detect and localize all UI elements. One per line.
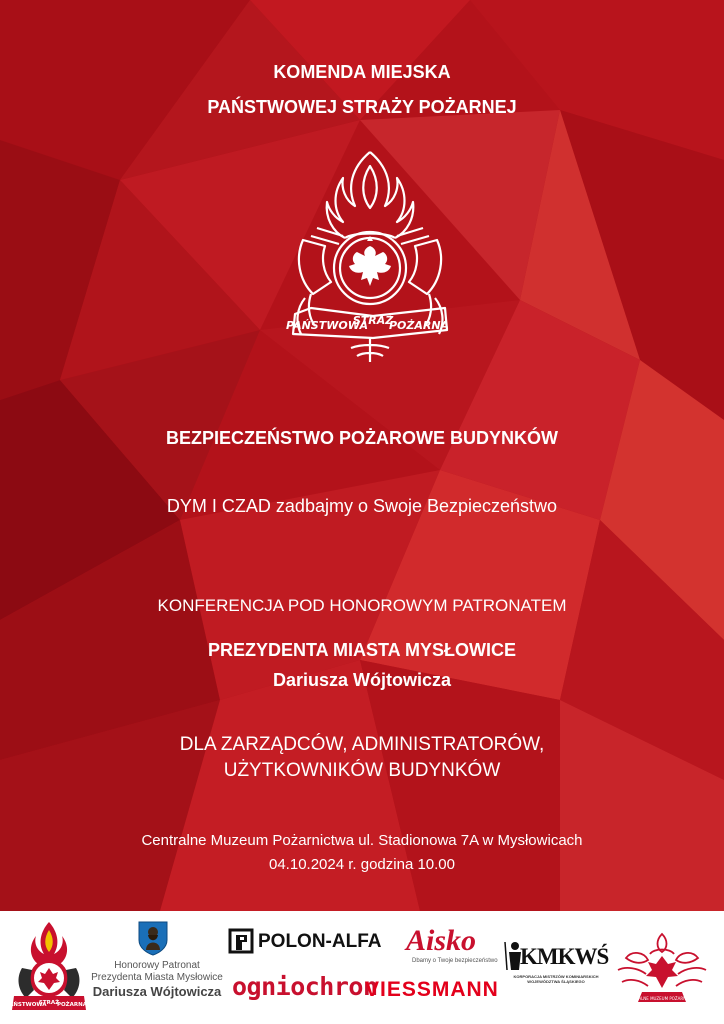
patronage-intro: KONFERENCJA POD HONOROWYM PATRONATEM [157, 596, 567, 615]
patron-line-1: Honorowy Patronat [114, 960, 200, 971]
myslowice-crest-icon [137, 920, 169, 956]
polon-alfa-icon [229, 929, 253, 953]
audience-line-2: UŻYTKOWNIKÓW BUDYNKÓW [223, 760, 501, 781]
fire-museum-caption: CENTRALNE MUZEUM POŻARNICTWA [624, 996, 700, 1001]
psp-logo-left: PAŃSTWOWA [5, 1002, 47, 1008]
polon-alfa-logo: POLON-ALFA [258, 931, 382, 952]
ogniochron-logo: ogniochron [232, 972, 378, 1001]
psp-logo-icon [5, 918, 88, 1016]
aisko-tagline: Dbamy o Twoje bezpieczeństwo [412, 958, 498, 964]
psp-logo-mid: STRAŻ [38, 1000, 60, 1006]
event-title: BEZPIECZEŃSTWO POŻAROWE BUDYNKÓW [166, 428, 558, 448]
emblem-ribbon-mid: STRAŻ [352, 314, 394, 327]
audience-line-1: DLA ZARZĄDCÓW, ADMINISTRATORÓW, [179, 734, 545, 755]
venue: Centralne Muzeum Pożarnictwa ul. Stadionowa 7A w Mysłowicach [141, 832, 583, 849]
aisko-logo: Aisko [406, 924, 477, 957]
event-subtitle: DYM I CZAD zadbajmy o Swoje Bezpieczeństwo [166, 496, 558, 516]
fire-museum-emblem-icon [612, 930, 712, 1012]
psp-emblem-icon [281, 148, 459, 378]
emblem-ribbon-right: POŻARNA [388, 319, 450, 332]
patron-title: PREZYDENTA MIASTA MYSŁOWICE [208, 640, 516, 660]
emblem-ribbon-left: PAŃSTWOWA [286, 319, 368, 332]
kmkws-subtitle: KORPORACJA MISTRZÓW KOMINIARSKICH WOJEWÓDZTWA ŚLĄSKIEGO [513, 974, 599, 984]
patron-name: Dariusza Wójtowicza [272, 670, 452, 690]
patron-line-2: Prezydenta Miasta Mysłowice [91, 972, 223, 983]
header-line-1: KOMENDA MIEJSKA [273, 62, 451, 82]
header-line-2: PAŃSTWOWEJ STRAŻY POŻARNEJ [207, 97, 517, 117]
patron-footer-name: Dariusza Wójtowicza [92, 984, 222, 999]
viessmann-logo: VIESSMANN [365, 978, 499, 1001]
event-datetime: 04.10.2024 r. godzina 10.00 [269, 856, 455, 873]
kmkws-logo: KMKWŚ [520, 944, 609, 969]
psp-logo-right: POŻARNA [56, 1002, 88, 1008]
honorary-patron-block [86, 960, 228, 1000]
